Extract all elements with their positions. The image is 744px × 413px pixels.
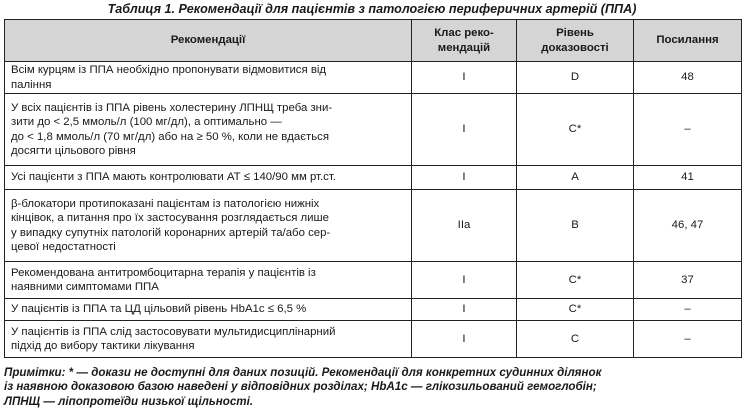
class-cell: I bbox=[412, 166, 517, 190]
class-cell: IIa bbox=[412, 190, 517, 262]
level-cell: A bbox=[517, 166, 634, 190]
reference-cell: 37 bbox=[634, 262, 742, 299]
table-row bbox=[5, 262, 742, 299]
reference-cell: – bbox=[634, 299, 742, 321]
reference-cell: 46, 47 bbox=[634, 190, 742, 262]
reference-cell: 48 bbox=[634, 62, 742, 94]
recommendation-text: Всім курцям із ППА необхідно пропонувати відмовитися від паління bbox=[5, 62, 412, 94]
table-caption: Таблиця 1. Рекомендації для пацієнтів з патологією периферичних артерій (ППА) bbox=[107, 2, 637, 16]
header-refs: Посилання bbox=[634, 20, 742, 62]
header-recommendations: Рекомендації bbox=[5, 20, 412, 62]
recommendation-text: Усі пацієнти з ППА мають контролювати АТ ≤ 140/90 мм рт.ст. bbox=[5, 166, 412, 190]
recommendation-text: У пацієнтів із ППА слід застосовувати мультидисциплінарний підхід до вибору тактики лікування bbox=[5, 321, 412, 358]
recommendation-text: У всіх пацієнтів із ППА рівень холестерину ЛПНЩ треба зни- зити до < 2,5 ммоль/л (100 мг/дл), а оптимально — до < 1,8 ммоль/л (70 мг/дл) або на ≥ 50 %, коли не вдається досягти цільового рівня bbox=[5, 94, 412, 166]
header-class: Клас реко- мендацій bbox=[412, 20, 517, 62]
header-level: Рівень доказовості bbox=[517, 20, 634, 62]
table-row bbox=[5, 94, 742, 166]
table-row bbox=[5, 321, 742, 358]
class-cell: I bbox=[412, 94, 517, 166]
recommendation-text: Рекомендована антитромбоцитарна терапія у пацієнтів із наявними симптомами ППА bbox=[5, 262, 412, 299]
level-cell: D bbox=[517, 62, 634, 94]
class-cell: I bbox=[412, 321, 517, 358]
class-cell: I bbox=[412, 299, 517, 321]
reference-cell: – bbox=[634, 321, 742, 358]
recommendations-table bbox=[4, 19, 742, 358]
level-cell: B bbox=[517, 190, 634, 262]
level-cell: C bbox=[517, 321, 634, 358]
table-row bbox=[5, 62, 742, 94]
table-row bbox=[5, 166, 742, 190]
class-cell: I bbox=[412, 62, 517, 94]
table-header-row bbox=[5, 20, 742, 62]
class-cell: I bbox=[412, 262, 517, 299]
level-cell: C* bbox=[517, 262, 634, 299]
reference-cell: – bbox=[634, 94, 742, 166]
table-footnote: Примітки: * — докази не доступні для даних позицій. Рекомендації для конкретних судинних ділянок із наявною доказовою базою наведені у відповідних розділах; HbA1c — глікозильований гемоглобін; ЛПНЩ — ліпопротеїди низької щільності. bbox=[4, 366, 602, 408]
level-cell: C* bbox=[517, 94, 634, 166]
table-row bbox=[5, 190, 742, 262]
reference-cell: 41 bbox=[634, 166, 742, 190]
recommendation-text: У пацієнтів із ППА та ЦД цільовий рівень HbA1c ≤ 6,5 % bbox=[5, 299, 412, 321]
recommendation-text: β-блокатори протипоказані пацієнтам із патологією нижніх кінцівок, а питання про їх застосування розглядається лише у випадку супутніх патологій коронарних артерій та/або сер- цевої недостатності bbox=[5, 190, 412, 262]
level-cell: C* bbox=[517, 299, 634, 321]
table-row bbox=[5, 299, 742, 321]
